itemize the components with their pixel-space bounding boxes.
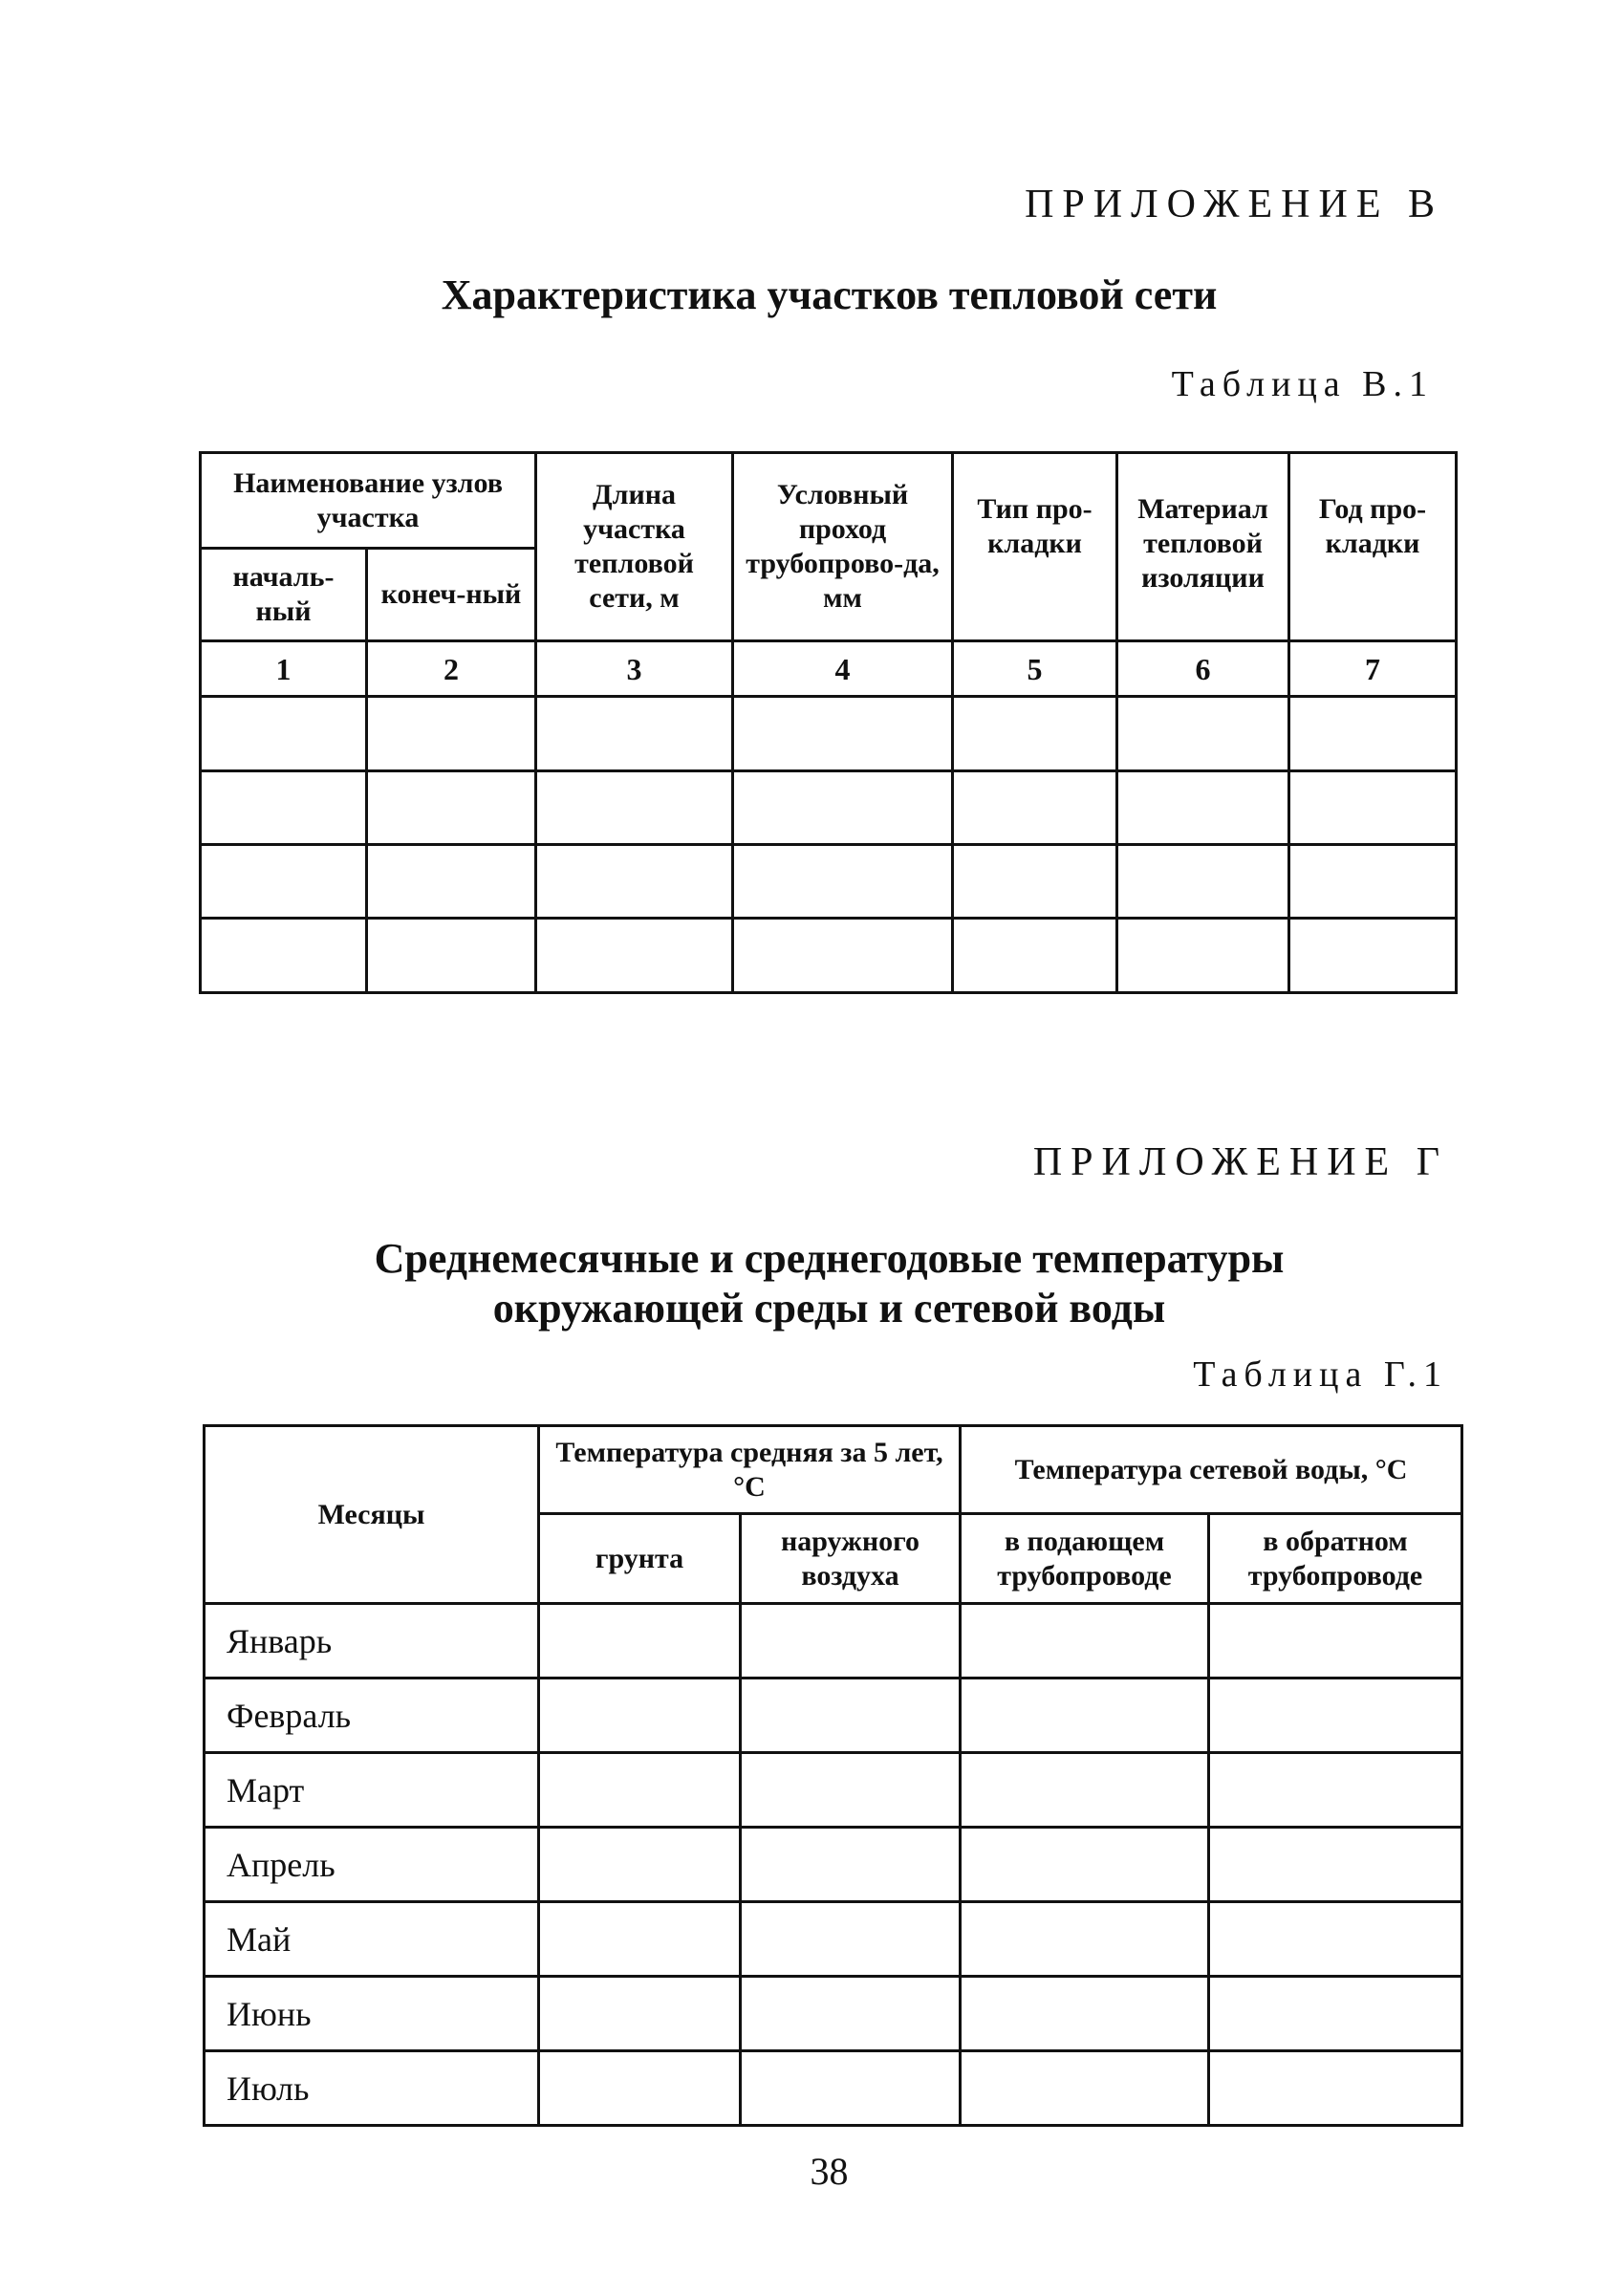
table-cell [536,697,733,771]
month-cell: Июнь [205,1977,539,2051]
header-length: Длина участка тепловой сети, м [536,453,733,641]
table-cell [953,771,1117,845]
header-soil: грунта [539,1514,741,1604]
month-cell: Февраль [205,1679,539,1753]
table-cell [1117,771,1289,845]
table-b1 [199,451,1458,994]
appendix-b-heading: ПРИЛОЖЕНИЕ В [1025,183,1443,227]
table-cell [741,1753,961,1828]
table-row [205,1604,1462,1679]
column-number: 6 [1117,641,1289,697]
table-cell [953,919,1117,993]
month-cell: Июль [205,2051,539,2126]
table-cell [1117,697,1289,771]
table-cell [961,1753,1209,1828]
table-cell [1117,845,1289,919]
table-cell [539,1679,741,1753]
header-outdoor-air: наружного воздуха [741,1514,961,1604]
month-cell: Май [205,1902,539,1977]
table-cell [741,1604,961,1679]
appendix-g-heading: ПРИЛОЖЕНИЕ Г [1032,1140,1448,1184]
header-water-temperature: Температура сетевой воды, °С [961,1426,1462,1514]
appendix-g-title-line2: окружающей среды и сетевой воды [492,1285,1166,1332]
month-cell: Апрель [205,1828,539,1902]
table-cell [733,845,953,919]
table-row [205,1679,1462,1753]
table-cell [1209,1604,1462,1679]
table-cell [741,2051,961,2126]
column-number: 4 [733,641,953,697]
table-cell [953,697,1117,771]
table-cell [539,1902,741,1977]
table-cell [201,919,367,993]
header-supply-pipe: в подающем трубопроводе [961,1514,1209,1604]
table-cell [1289,697,1457,771]
table-cell [733,919,953,993]
table-cell [367,845,536,919]
table-cell [741,1902,961,1977]
table-row [201,771,1457,845]
table-cell [201,697,367,771]
column-number: 7 [1289,641,1457,697]
header-avg-temperature: Температура средняя за 5 лет, °С [539,1426,961,1514]
table-cell [539,1828,741,1902]
table-cell [741,1679,961,1753]
table-row [201,919,1457,993]
table-cell [539,1753,741,1828]
table-cell [1209,2051,1462,2126]
table-cell [536,771,733,845]
page-number: 38 [810,2150,849,2193]
table-cell [961,1604,1209,1679]
column-number: 2 [367,641,536,697]
table-cell [733,697,953,771]
table-row [201,697,1457,771]
table-row [205,1902,1462,1977]
table-row [205,1753,1462,1828]
header-node-names: Наименование узлов участка [201,453,536,549]
table-cell [367,771,536,845]
header-start-node: началь-ный [201,549,367,641]
header-laying-type: Тип про-кладки [953,453,1117,641]
table-cell [961,1977,1209,2051]
table-b1-caption: Таблица В.1 [1171,364,1434,404]
column-number: 3 [536,641,733,697]
table-g1-caption: Таблица Г.1 [1193,1354,1448,1395]
month-cell: Март [205,1753,539,1828]
table-cell [536,845,733,919]
table-cell [539,1604,741,1679]
table-cell [536,919,733,993]
table-cell [1209,1679,1462,1753]
table-cell [1209,1753,1462,1828]
header-end-node: конеч-ный [367,549,536,641]
table-cell [961,1902,1209,1977]
header-year: Год про-кладки [1289,453,1457,641]
table-cell [961,1679,1209,1753]
table-cell [201,845,367,919]
header-months: Месяцы [205,1426,539,1604]
table-cell [1289,919,1457,993]
table-row [205,1977,1462,2051]
table-cell [367,697,536,771]
table-row [205,2051,1462,2126]
table-cell [961,1828,1209,1902]
month-cell: Январь [205,1604,539,1679]
table-cell [961,2051,1209,2126]
table-cell [1209,1977,1462,2051]
table-cell [741,1977,961,2051]
table-cell [741,1828,961,1902]
table-cell [1289,845,1457,919]
appendix-g-title-line1: Среднемесячные и среднегодовые температуры [374,1235,1285,1282]
column-number: 1 [201,641,367,697]
table-cell [367,919,536,993]
table-cell [733,771,953,845]
table-row [205,1828,1462,1902]
header-insulation: Материал тепловой изоляции [1117,453,1289,641]
appendix-b-title: Характеристика участков тепловой сети [441,271,1218,318]
table-cell [539,2051,741,2126]
table-cell [1209,1828,1462,1902]
column-number: 5 [953,641,1117,697]
table-cell [201,771,367,845]
table-cell [1117,919,1289,993]
table-cell [953,845,1117,919]
table-g1 [203,1424,1463,2127]
header-diameter: Условный проход трубопрово-да, мм [733,453,953,641]
table-cell [1209,1902,1462,1977]
table-row [201,845,1457,919]
table-cell [1289,771,1457,845]
header-return-pipe: в обратном трубопроводе [1209,1514,1462,1604]
table-cell [539,1977,741,2051]
